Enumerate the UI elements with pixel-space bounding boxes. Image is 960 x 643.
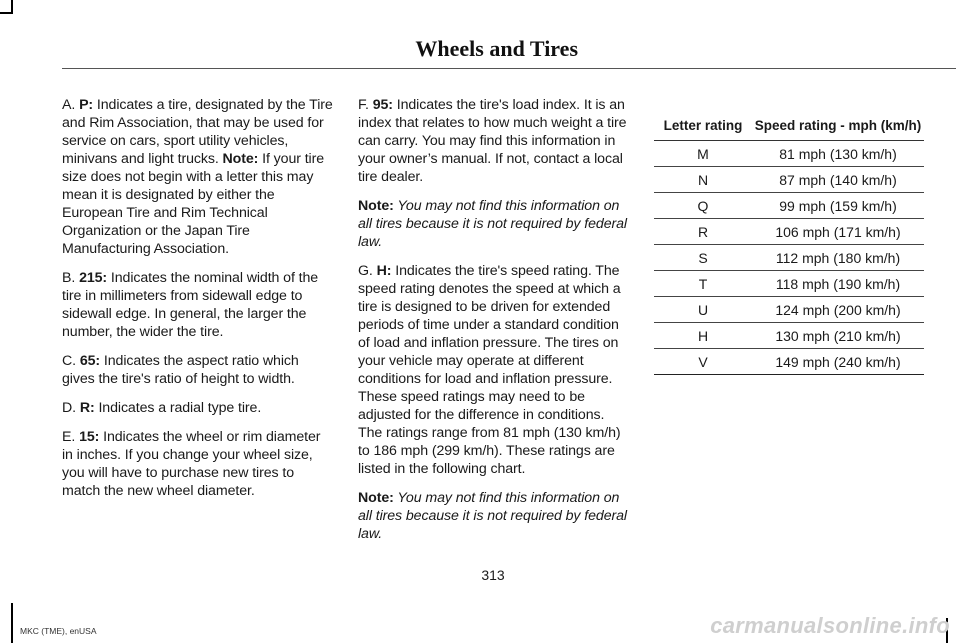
speed-cell: 118 mph (190 km/h) <box>752 271 924 297</box>
speed-rating-table <box>654 113 924 375</box>
table-row <box>654 271 924 297</box>
column-header-speed-rating: Speed rating - mph (km/h) <box>752 113 924 141</box>
page-header-title: Wheels and Tires <box>415 36 578 61</box>
left-column <box>62 96 334 511</box>
speed-cell: 81 mph (130 km/h) <box>752 141 924 167</box>
item-c: C. 65: Indicates the aspect ratio which gives the tire's ratio of height to width. <box>62 353 299 387</box>
speed-cell: 87 mph (140 km/h) <box>752 167 924 193</box>
page-number: 313 <box>481 567 505 583</box>
speed-cell: 149 mph (240 km/h) <box>752 349 924 375</box>
watermark: carmanualsonline.info <box>710 613 950 638</box>
letter-cell: Q <box>654 193 752 219</box>
letter-cell: T <box>654 271 752 297</box>
speed-cell: 124 mph (200 km/h) <box>752 297 924 323</box>
table-row <box>654 297 924 323</box>
letter-cell: N <box>654 167 752 193</box>
note-2: Note: You may not find this information on all tires because it is not required by federal law. <box>358 490 627 542</box>
letter-cell: M <box>654 141 752 167</box>
note-1: Note: You may not find this information on all tires because it is not required by federal law. <box>358 198 627 250</box>
letter-cell: H <box>654 323 752 349</box>
table-header-row <box>654 113 924 141</box>
table-row <box>654 219 924 245</box>
table-row <box>654 245 924 271</box>
item-f: F. 95: Indicates the tire's load index. It is an index that relates to how much weight a tire can carry. You may find this information in your owner’s manual. If not, contact a local tire dealer. <box>358 97 627 185</box>
letter-cell: S <box>654 245 752 271</box>
item-b: B. 215: Indicates the nominal width of the tire in millimeters from sidewall edge to sidewall edge. In general, the larger the number, the wider the tire. <box>62 270 319 340</box>
item-a: A. P: Indicates a tire, designated by the Tire and Rim Association, that may be used for service on cars, sport utility vehicles, minivans and light trucks. Note: If your tire size does not begin with a letter this may mean it is designated by either the European Tire and Rim Technical Organization or the Japan Tire Manufacturing Association. <box>62 97 333 257</box>
table-row <box>654 193 924 219</box>
speed-cell: 130 mph (210 km/h) <box>752 323 924 349</box>
column-header-letter-rating: Letter rating <box>654 113 752 141</box>
crop-mark <box>0 12 12 14</box>
speed-cell: 112 mph (180 km/h) <box>752 245 924 271</box>
middle-column <box>358 96 630 554</box>
speed-cell: 99 mph (159 km/h) <box>752 193 924 219</box>
table-row <box>654 167 924 193</box>
letter-cell: V <box>654 349 752 375</box>
letter-cell: R <box>654 219 752 245</box>
table-row <box>654 323 924 349</box>
item-d: D. R: Indicates a radial type tire. <box>62 400 262 416</box>
table-row <box>654 349 924 375</box>
item-e: E. 15: Indicates the wheel or rim diameter in inches. If you change your wheel size, you will have to purchase new tires to match the new wheel diameter. <box>62 429 321 499</box>
letter-cell: U <box>654 297 752 323</box>
document-code: MKC (TME), enUSA <box>20 626 97 636</box>
speed-cell: 106 mph (171 km/h) <box>752 219 924 245</box>
header-divider <box>62 68 956 69</box>
item-g: G. H: Indicates the tire's speed rating. The speed rating denotes the speed at which a tire is designed to be driven for extended periods of time under a standard condition of load and inflation pressure. The tires on your vehicle may operate at different conditions for load and inflation pressure. These speed ratings may need to be adjusted for the difference in conditions. The ratings range from 81 mph (130 km/h) to 186 mph (299 km/h). These ratings are listed in the following chart. <box>358 263 621 477</box>
crop-mark <box>11 603 13 643</box>
table-row <box>654 141 924 167</box>
